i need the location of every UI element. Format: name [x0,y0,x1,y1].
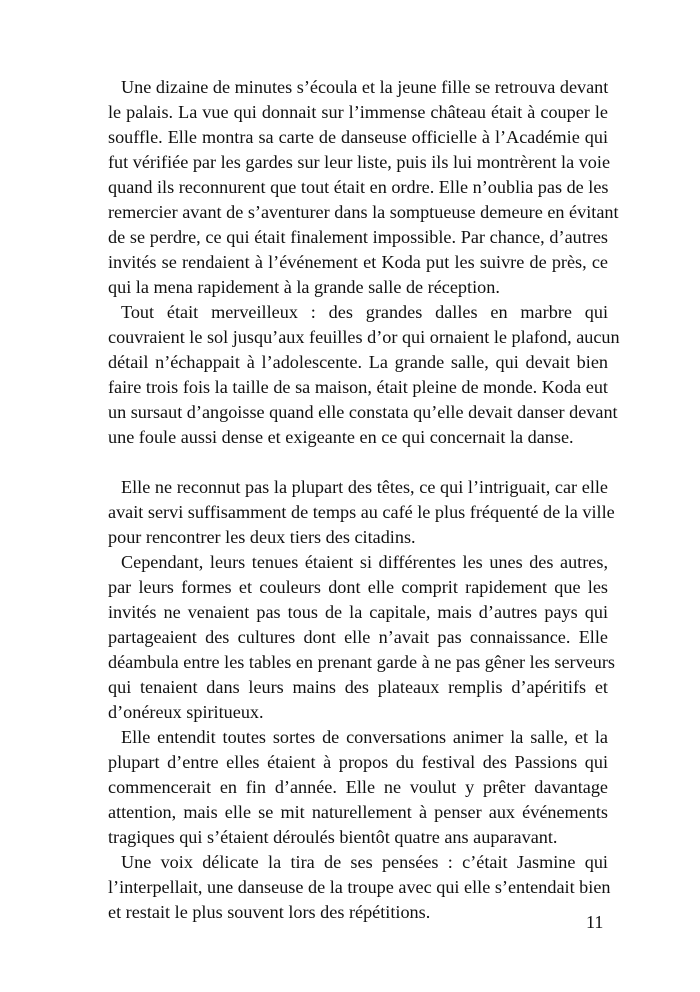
paragraph [108,725,608,850]
text-line: attention, mais elle se mit naturellement à penser aux événements [108,802,608,822]
text-line: plupart d’entre elles étaient à propos du festival des Passions qui [108,752,608,772]
text-line: Cependant, leurs tenues étaient si différentes les unes des autres, [121,552,608,572]
paragraph [108,75,619,300]
text-line: et restait le plus souvent lors des répétitions. [108,902,431,922]
text-line: quand ils reconnurent que tout était en ordre. Elle n’oublia pas de les [108,177,609,197]
text-line: invités se rendaient à l’événement et Koda put les suivre de près, ce [108,252,608,272]
text-line: qui tenaient dans leurs mains des plateaux remplis d’apéritifs et [108,677,608,697]
text-line: avait servi suffisamment de temps au café le plus fréquenté de la ville [108,502,615,522]
text-line: qui la mena rapidement à la grande salle de réception. [108,277,500,297]
page-number: 11 [586,912,604,932]
text-line: partageaient des cultures dont elle n’avait pas connaissance. Elle [108,627,608,647]
text-line: fut vérifiée par les gardes sur leur liste, puis ils lui montrèrent la voie [108,152,611,172]
paragraph [108,850,611,925]
paragraph-gap [108,450,608,475]
paragraph [108,475,615,550]
text-line: de se perdre, ce qui était finalement impossible. Par chance, d’autres [108,227,608,247]
text-line: Elle ne reconnut pas la plupart des têtes, ce qui l’intriguait, car elle [121,477,608,497]
text-line: tragiques qui s’étaient déroulés bientôt quatre ans auparavant. [108,827,558,847]
text-line: souffle. Elle montra sa carte de danseuse officielle à l’Académie qui [108,127,608,147]
text-line: remercier avant de s’aventurer dans la somptueuse demeure en évitant [108,202,619,222]
text-line: Elle entendit toutes sortes de conversations animer la salle, et la [121,727,608,747]
text-line: le palais. La vue qui donnait sur l’immense château était à couper le [108,102,608,122]
text-line: un sursaut d’angoisse quand elle constata qu’elle devait danser devant [108,402,618,422]
text-line: par leurs formes et couleurs dont elle comprit rapidement que les [108,577,608,597]
text-line: faire trois fois la taille de sa maison, était pleine de monde. Koda eut [108,377,608,397]
text-line: Tout était merveilleux : des grandes dalles en marbre qui [121,302,608,322]
text-line: pour rencontrer les deux tiers des citadins. [108,527,416,547]
text-line: une foule aussi dense et exigeante en ce qui concernait la danse. [108,427,574,447]
text-line: couvraient le sol jusqu’aux feuilles d’or qui ornaient le plafond, aucun [108,327,620,347]
paragraph [108,550,616,725]
text-line: détail n’échappait à l’adolescente. La grande salle, qui devait bien [108,352,608,372]
text-line: déambula entre les tables en prenant garde à ne pas gêner les serveurs [108,652,616,672]
paragraph [108,300,620,450]
text-line: commencerait en fin d’année. Elle ne voulut y prêter davantage [108,777,608,797]
body-text [108,75,620,925]
text-line: d’onéreux spiritueux. [108,702,264,722]
text-line: invités ne venaient pas tous de la capitale, mais d’autres pays qui [108,602,608,622]
text-line: Une dizaine de minutes s’écoula et la jeune fille se retrouva devant [121,77,609,97]
text-line: Une voix délicate la tira de ses pensées : c’était Jasmine qui [121,852,608,872]
text-line: l’interpellait, une danseuse de la troupe avec qui elle s’entendait bien [108,877,611,897]
